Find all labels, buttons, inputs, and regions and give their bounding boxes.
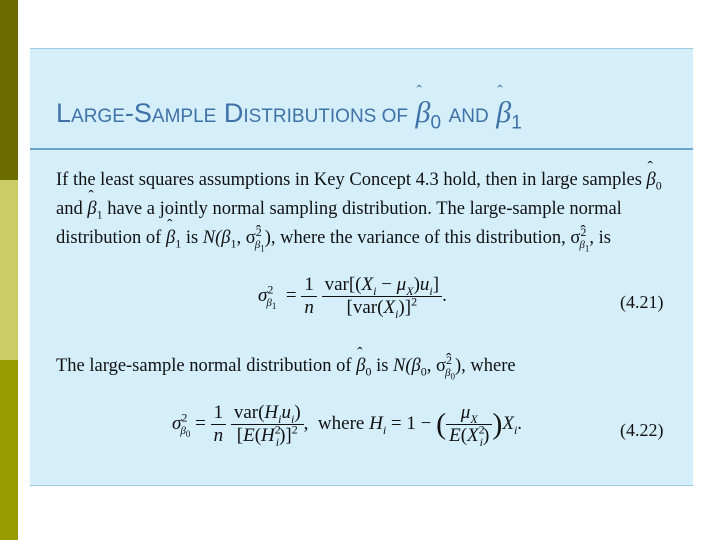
sidebar-block-bottom	[0, 360, 18, 540]
body-line-1: If the least squares assumptions in Key Concept 4.3 hold, then in large samples ˆ $\beta_0$	[56, 166, 676, 195]
equation-4-22: $\sigma^2_{\beta_0}$ = $\frac{1}{n}$ $\frac{var(H_iu_i)}{[E(H^2_i)]^2}$ , where $H_i = 1$ − ( $\frac{\mu_X}{E(X^2_i)}$ )$X_i$.	[172, 402, 523, 449]
equation-number-4-21: (4.21)	[620, 292, 664, 312]
box-title: LARGE-SAMPLE DISTRIBUTIONS OF ˆ $\beta_0$ AND ˆ $\beta_1$	[56, 96, 522, 130]
box-body-text	[56, 166, 676, 253]
body-line-3: distribution of ˆ $\beta_1$ is $N(\beta_1$, $\sigma^2_{\beta_1}$), where the variance of this distribution, $\sigma^2_{\beta_1}$, is	[56, 224, 676, 253]
title-rule	[30, 148, 693, 150]
sidebar-decoration	[0, 0, 18, 540]
box-body-text-2	[56, 352, 676, 381]
body-line-2: and ˆ $\beta_1$ have a jointly normal sampling distribution. The large-sample normal	[56, 195, 676, 224]
sidebar-block-middle	[0, 180, 18, 360]
sidebar-block-top	[0, 0, 18, 180]
body-line-4: The large-sample normal distribution of ˆ $\beta_0$ is $N(\beta_0$, $\sigma^2_{\beta_0}$), where	[56, 352, 676, 381]
equation-4-21: $\sigma^2_{\beta_1}$ = $\frac{1}{n}$ $\frac{var[(X_i - \mu_X)u_i]}{[var(X_i)]^2}$ .	[258, 274, 447, 321]
equation-number-4-22: (4.22)	[620, 420, 664, 440]
